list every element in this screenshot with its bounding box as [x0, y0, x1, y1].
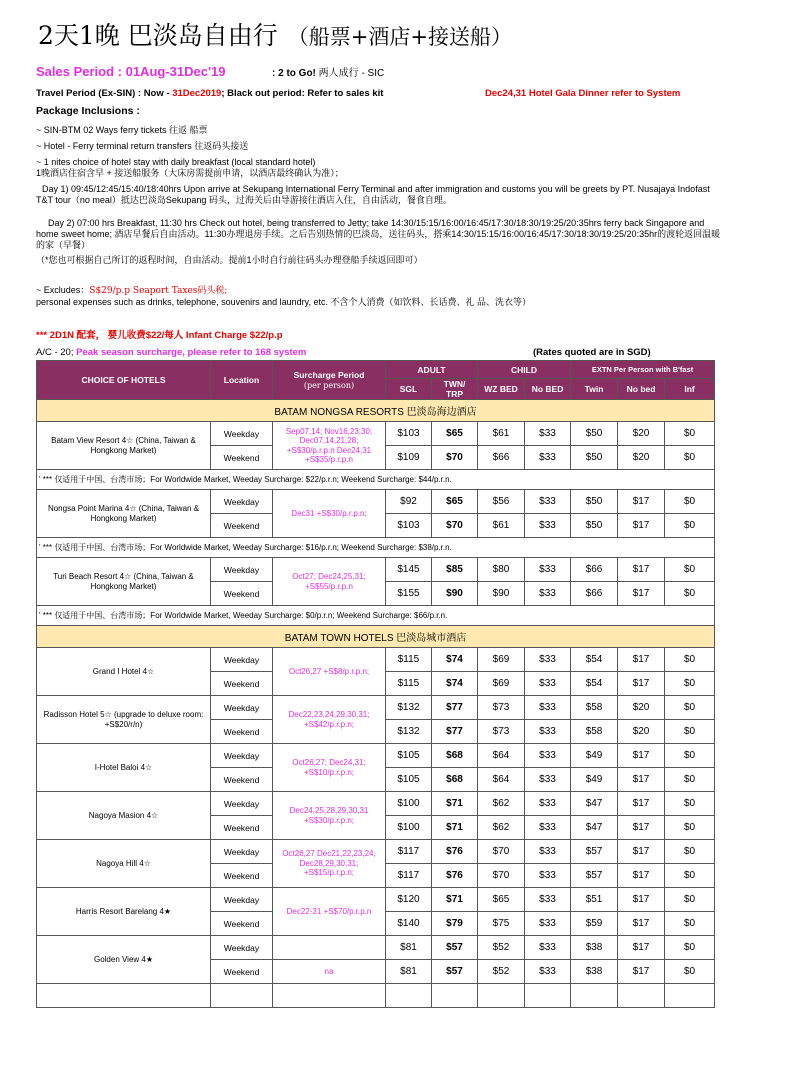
- table-row: [37, 888, 715, 912]
- rate-cell: $100: [386, 792, 432, 816]
- hotel-name: Turi Beach Resort 4☆ (China, Taiwan & Hongkong Market): [37, 558, 211, 606]
- rate-cell: $0: [665, 514, 715, 538]
- rate-cell: $66: [571, 582, 618, 606]
- col-twin: Twin: [571, 379, 618, 400]
- rate-cell: $49: [571, 768, 618, 792]
- package-heading: Package Inclusions :: [36, 105, 140, 117]
- rate-cell: $0: [665, 960, 715, 984]
- rate-cell: $20: [618, 446, 665, 470]
- rate-cell: $115: [386, 648, 432, 672]
- day-type: Weekday: [211, 840, 273, 864]
- ac-note: A/C - 20; Peak season surcharge, please refer to 168 system: [36, 347, 307, 358]
- rate-cell: $81: [386, 936, 432, 960]
- rate-cell: $74: [432, 672, 478, 696]
- rate-cell: $76: [432, 840, 478, 864]
- rate-cell: $33: [525, 446, 571, 470]
- rate-cell: $17: [618, 768, 665, 792]
- day-type: Weekend: [211, 864, 273, 888]
- surcharge-period: Oct26,27; Dec24,31; +S$10/p.r.p.n;: [273, 744, 386, 792]
- empty-cell: [665, 984, 715, 1008]
- rate-cell: $17: [618, 582, 665, 606]
- rate-cell: $17: [618, 558, 665, 582]
- rate-cell: $61: [478, 514, 525, 538]
- day-type: Weekday: [211, 744, 273, 768]
- day-type: Weekend: [211, 720, 273, 744]
- empty-cell: [525, 984, 571, 1008]
- col-twn: TWN/ TRP: [432, 379, 478, 400]
- col-inf: Inf: [665, 379, 715, 400]
- rate-cell: $17: [618, 744, 665, 768]
- rate-cell: $70: [432, 446, 478, 470]
- rate-cell: $0: [665, 582, 715, 606]
- rate-cell: $0: [665, 888, 715, 912]
- rate-cell: $66: [571, 558, 618, 582]
- day-type: Weekday: [211, 936, 273, 960]
- rate-cell: $77: [432, 720, 478, 744]
- rate-cell: $105: [386, 768, 432, 792]
- surcharge-period: Dec31 +S$30/p.r.p.n;: [273, 490, 386, 538]
- rate-cell: $17: [618, 648, 665, 672]
- rate-cell: $105: [386, 744, 432, 768]
- day2-itinerary: Day 2) 07:00 hrs Breakfast, 11:30 hrs Check out hotel, being transferred to Jetty; take 14:30/15:15/16:00/16:45/17:30/18:30/19:25/20:35hrs ferry back Singapore and home sweet home; 酒店早餐后自由活动。11:30办理退房手续。之后告别热情的巴淡岛，送往码头，搭乘14:30/15:15/16:00/16:45/17:30/18:30/19:25/20:35hr的渡轮返回温暖的家（早餐）: [36, 218, 721, 250]
- rate-cell: $117: [386, 840, 432, 864]
- table-row: [37, 936, 715, 960]
- rates-table: [36, 360, 715, 1008]
- section-title: BATAM NONGSA RESORTS 巴淡岛海边酒店: [37, 400, 715, 422]
- hotel-name: I-Hotel Baloi 4☆: [37, 744, 211, 792]
- day-type: Weekday: [211, 422, 273, 446]
- rate-cell: $33: [525, 648, 571, 672]
- rate-cell: $0: [665, 792, 715, 816]
- rate-cell: $0: [665, 720, 715, 744]
- rate-cell: $17: [618, 840, 665, 864]
- rate-cell: $100: [386, 816, 432, 840]
- rate-cell: $57: [432, 936, 478, 960]
- sales-period: Sales Period : 01Aug-31Dec'19: [36, 64, 226, 79]
- rate-cell: $132: [386, 696, 432, 720]
- hotel-name: Nagoya Masion 4☆: [37, 792, 211, 840]
- day-type: Weekday: [211, 792, 273, 816]
- table-row: [37, 558, 715, 582]
- section-title: BATAM TOWN HOTELS 巴淡岛城市酒店: [37, 626, 715, 648]
- rate-cell: $33: [525, 792, 571, 816]
- day-type: Weekday: [211, 696, 273, 720]
- rate-cell: $33: [525, 582, 571, 606]
- rate-cell: $50: [571, 490, 618, 514]
- rate-cell: $103: [386, 514, 432, 538]
- rate-cell: $33: [525, 816, 571, 840]
- day-type: Weekday: [211, 490, 273, 514]
- sales-tail: : 2 to Go! 两人成行 - SIC: [272, 68, 385, 79]
- day-type: Weekend: [211, 446, 273, 470]
- rate-cell: $17: [618, 912, 665, 936]
- rate-cell: $38: [571, 936, 618, 960]
- rate-cell: $17: [618, 816, 665, 840]
- infant-charge: *** 2D1N 配套， 婴儿收费$22/每人 Infant Charge $22/p.p: [36, 330, 283, 341]
- rate-cell: $70: [432, 514, 478, 538]
- day1-itinerary: Day 1) 09:45/12:45/15:40/18:40hrs Upon arrive at Sekupang International Ferry Terminal and after immigration and customs you will be greets by PT. Nusajaya Indofast T&T tour（no meal）抵达巴淡岛Sekupang 码头，过海关后由导游接往酒店入住，自由活动，餐食自理。: [36, 184, 710, 205]
- hotel-name: Golden View 4★: [37, 936, 211, 984]
- col-wz-bed: WZ BED: [478, 379, 525, 400]
- rate-cell: $0: [665, 446, 715, 470]
- empty-cell: [211, 984, 273, 1008]
- table-row: [37, 648, 715, 672]
- surcharge-period: [273, 936, 386, 960]
- rate-cell: $109: [386, 446, 432, 470]
- inclusion-item: ~ 1 nites choice of hotel stay with daily breakfast (local standard hotel): [36, 157, 316, 167]
- section-header: [37, 400, 715, 422]
- rate-cell: $47: [571, 792, 618, 816]
- rate-cell: $0: [665, 840, 715, 864]
- hotel-name: Grand I Hotel 4☆: [37, 648, 211, 696]
- inclusion-item: ~ SIN-BTM 02 Ways ferry tickets 往返 船票: [36, 125, 208, 135]
- title-sub: （船票+酒店+接送船）: [287, 25, 512, 49]
- rate-cell: $73: [478, 696, 525, 720]
- rate-cell: $115: [386, 672, 432, 696]
- empty-cell: [37, 984, 211, 1008]
- section-header: [37, 626, 715, 648]
- surcharge-period: Oct26,27 Dec21,22,23,24, Dec28,29,30,31; +S$15/p.r.p.n;: [273, 840, 386, 888]
- rate-cell: $70: [478, 864, 525, 888]
- rate-cell: $0: [665, 744, 715, 768]
- rate-cell: $90: [432, 582, 478, 606]
- rate-cell: $120: [386, 888, 432, 912]
- rate-cell: $81: [386, 960, 432, 984]
- rate-cell: $76: [432, 864, 478, 888]
- rate-cell: $33: [525, 422, 571, 446]
- rate-cell: $0: [665, 936, 715, 960]
- rate-cell: $92: [386, 490, 432, 514]
- rate-cell: $0: [665, 768, 715, 792]
- rate-cell: $17: [618, 672, 665, 696]
- rate-cell: $0: [665, 696, 715, 720]
- rate-cell: $0: [665, 422, 715, 446]
- surcharge-period: Dec22-31 +S$70/p.r.p.n: [273, 888, 386, 936]
- empty-row: [37, 984, 715, 1008]
- day-type: Weekend: [211, 514, 273, 538]
- rate-cell: $65: [432, 490, 478, 514]
- rate-cell: $49: [571, 744, 618, 768]
- market-note: ' *** 仅适用于中国、台湾市场；For Worldwide Market, Weeday Surcharge: $22/p.r.n; Weekend Surcharge: $44/p.r.n.: [37, 470, 715, 490]
- rate-cell: $33: [525, 490, 571, 514]
- rate-cell: $0: [665, 672, 715, 696]
- col-child: CHILD: [478, 361, 571, 379]
- page-title: [38, 16, 512, 52]
- rate-cell: $73: [478, 720, 525, 744]
- excludes-detail: personal expenses such as drinks, telephone, souvenirs and laundry, etc. 不含个人消费（如饮料、长话费、礼 品、洗衣等）: [36, 297, 532, 307]
- surcharge-period: Oct27; Dec24,25,31; +S$55/p.r.p.n: [273, 558, 386, 606]
- table-row: [37, 490, 715, 514]
- title-main: 2天1晚 巴淡岛自由行: [38, 21, 278, 50]
- rate-cell: $66: [478, 446, 525, 470]
- day-type: Weekday: [211, 888, 273, 912]
- col-hotels: CHOICE OF HOTELS: [37, 361, 211, 400]
- rate-cell: $33: [525, 744, 571, 768]
- rate-cell: $17: [618, 888, 665, 912]
- rate-cell: $50: [571, 446, 618, 470]
- rate-cell: $0: [665, 912, 715, 936]
- rate-cell: $77: [432, 696, 478, 720]
- rate-cell: $33: [525, 558, 571, 582]
- table-row: [37, 744, 715, 768]
- day-type: Weekend: [211, 816, 273, 840]
- day2-note: （*您也可根据自己所订的返程时间，自由活动。提前1小时自行前往码头办理登船手续返回即可）: [36, 255, 423, 265]
- rate-cell: $71: [432, 792, 478, 816]
- empty-cell: [432, 984, 478, 1008]
- rate-cell: $62: [478, 792, 525, 816]
- rate-cell: $90: [478, 582, 525, 606]
- day-type: Weekend: [211, 672, 273, 696]
- col-sgl: SGL: [386, 379, 432, 400]
- col-location: Location: [211, 361, 273, 400]
- rate-cell: $33: [525, 960, 571, 984]
- rate-cell: $74: [432, 648, 478, 672]
- col-surcharge: Surcharge Period (per person): [273, 361, 386, 400]
- rate-cell: $50: [571, 422, 618, 446]
- rate-cell: $0: [665, 558, 715, 582]
- day-type: Weekend: [211, 768, 273, 792]
- rate-cell: $64: [478, 744, 525, 768]
- rate-cell: $79: [432, 912, 478, 936]
- rate-cell: $71: [432, 888, 478, 912]
- rate-cell: $17: [618, 936, 665, 960]
- rate-cell: $56: [478, 490, 525, 514]
- rate-cell: $57: [432, 960, 478, 984]
- hotel-name: Nongsa Point Marina 4☆ (China, Taiwan & Hongkong Market): [37, 490, 211, 538]
- rate-cell: $65: [432, 422, 478, 446]
- rate-cell: $20: [618, 696, 665, 720]
- table-row: [37, 422, 715, 446]
- rate-cell: $68: [432, 744, 478, 768]
- inclusion-item: ~ Hotel - Ferry terminal return transfers 往返码头接送: [36, 141, 249, 151]
- col-no-bed: No BED: [525, 379, 571, 400]
- rate-cell: $33: [525, 936, 571, 960]
- surcharge-period: Sep07,14; Nov16,23,30; Dec07,14,21,28; +S$30/p.r.p.n Dec24,31 +S$35/p.r.p.n: [273, 422, 386, 470]
- table-row: [37, 840, 715, 864]
- empty-cell: [571, 984, 618, 1008]
- rates-note: (Rates quoted are in SGD): [533, 347, 651, 358]
- hotel-name: Radisson Hotel 5☆ (upgrade to deluxe room: +S$20/r/n): [37, 696, 211, 744]
- rate-cell: $17: [618, 490, 665, 514]
- rate-cell: $69: [478, 648, 525, 672]
- day-type: Weekday: [211, 648, 273, 672]
- rate-cell: $33: [525, 888, 571, 912]
- rate-cell: $33: [525, 864, 571, 888]
- surcharge-period: Dec24,25,28,29,30,31 +S$30/p.r.p.n;: [273, 792, 386, 840]
- rate-cell: $59: [571, 912, 618, 936]
- empty-cell: [273, 984, 386, 1008]
- empty-cell: [386, 984, 432, 1008]
- rate-cell: $33: [525, 514, 571, 538]
- rate-cell: $57: [571, 864, 618, 888]
- empty-cell: [478, 984, 525, 1008]
- rate-cell: $62: [478, 816, 525, 840]
- rate-cell: $65: [478, 888, 525, 912]
- rate-cell: $0: [665, 490, 715, 514]
- col-extn: EXTN Per Person with B'fast: [571, 361, 715, 379]
- market-note: ' *** 仅适用于中国、台湾市场；For Worldwide Market, Weeday Surcharge: $0/p.r.n; Weekend Surcharge: $66/p.r.n.: [37, 606, 715, 626]
- rate-cell: $33: [525, 840, 571, 864]
- hotel-name: Batam View Resort 4☆ (China, Taiwan & Hongkong Market): [37, 422, 211, 470]
- rate-cell: $52: [478, 960, 525, 984]
- col-adult: ADULT: [386, 361, 478, 379]
- rate-cell: $0: [665, 864, 715, 888]
- rate-cell: $47: [571, 816, 618, 840]
- table-row: [37, 696, 715, 720]
- rate-cell: $17: [618, 792, 665, 816]
- rate-cell: $0: [665, 816, 715, 840]
- rate-cell: $17: [618, 960, 665, 984]
- day-type: Weekend: [211, 912, 273, 936]
- rate-cell: $85: [432, 558, 478, 582]
- market-note-row: [37, 470, 715, 490]
- rate-cell: $71: [432, 816, 478, 840]
- rate-cell: $33: [525, 768, 571, 792]
- day-type: Weekend: [211, 582, 273, 606]
- rate-cell: $70: [478, 840, 525, 864]
- rate-cell: $54: [571, 648, 618, 672]
- day-type: Weekday: [211, 558, 273, 582]
- market-note-row: [37, 606, 715, 626]
- rate-cell: $17: [618, 864, 665, 888]
- rate-cell: $50: [571, 514, 618, 538]
- rate-cell: $75: [478, 912, 525, 936]
- day-type: Weekend: [211, 960, 273, 984]
- rate-cell: $64: [478, 768, 525, 792]
- rate-cell: $117: [386, 864, 432, 888]
- travel-period: Travel Period (Ex-SIN) : Now - 31Dec2019; Black out period: Refer to sales kit: [36, 88, 384, 99]
- rate-cell: $51: [571, 888, 618, 912]
- rate-cell: $58: [571, 720, 618, 744]
- rate-cell: $68: [432, 768, 478, 792]
- rate-cell: $52: [478, 936, 525, 960]
- surcharge-period: Oct26,27 +S$8/p.r.p.n;: [273, 648, 386, 696]
- rate-cell: $33: [525, 672, 571, 696]
- empty-cell: [618, 984, 665, 1008]
- rate-cell: $140: [386, 912, 432, 936]
- rate-cell: $145: [386, 558, 432, 582]
- hotel-name: Harris Resort Barelang 4★: [37, 888, 211, 936]
- rate-cell: $33: [525, 720, 571, 744]
- gala-note: Dec24,31 Hotel Gala Dinner refer to System: [485, 88, 681, 99]
- rate-cell: $33: [525, 912, 571, 936]
- rate-cell: $80: [478, 558, 525, 582]
- col-no-bed-extn: No bed: [618, 379, 665, 400]
- rates-body: [37, 400, 715, 1008]
- rate-cell: $58: [571, 696, 618, 720]
- rate-cell: $155: [386, 582, 432, 606]
- rate-cell: $20: [618, 720, 665, 744]
- rate-cell: $17: [618, 514, 665, 538]
- rate-cell: $132: [386, 720, 432, 744]
- market-note-row: [37, 538, 715, 558]
- rate-cell: $0: [665, 648, 715, 672]
- market-note: ' *** 仅适用于中国、台湾市场；For Worldwide Market, Weeday Surcharge: $16/p.r.n; Weekend Surcharge: $38/p.r.n.: [37, 538, 715, 558]
- inclusion-item: 1晚酒店住宿含早 + 接送船服务（大床房需提前申请，以酒店最终确认为准）；: [36, 168, 344, 178]
- rate-cell: $38: [571, 960, 618, 984]
- rate-cell: $57: [571, 840, 618, 864]
- rate-cell: $20: [618, 422, 665, 446]
- rate-cell: $61: [478, 422, 525, 446]
- rate-cell: $69: [478, 672, 525, 696]
- hotel-name: Nagoya Hill 4☆: [37, 840, 211, 888]
- surcharge-period: Dec22,23,24,29,30,31; +S$42/p.r.p.n;: [273, 696, 386, 744]
- surcharge-period: na: [273, 960, 386, 984]
- excludes-line: ~ Excludes：S$29/p.p Seaport Taxes码头税;: [36, 285, 228, 296]
- rate-cell: $33: [525, 696, 571, 720]
- rate-cell: $54: [571, 672, 618, 696]
- table-row: [37, 792, 715, 816]
- rate-cell: $103: [386, 422, 432, 446]
